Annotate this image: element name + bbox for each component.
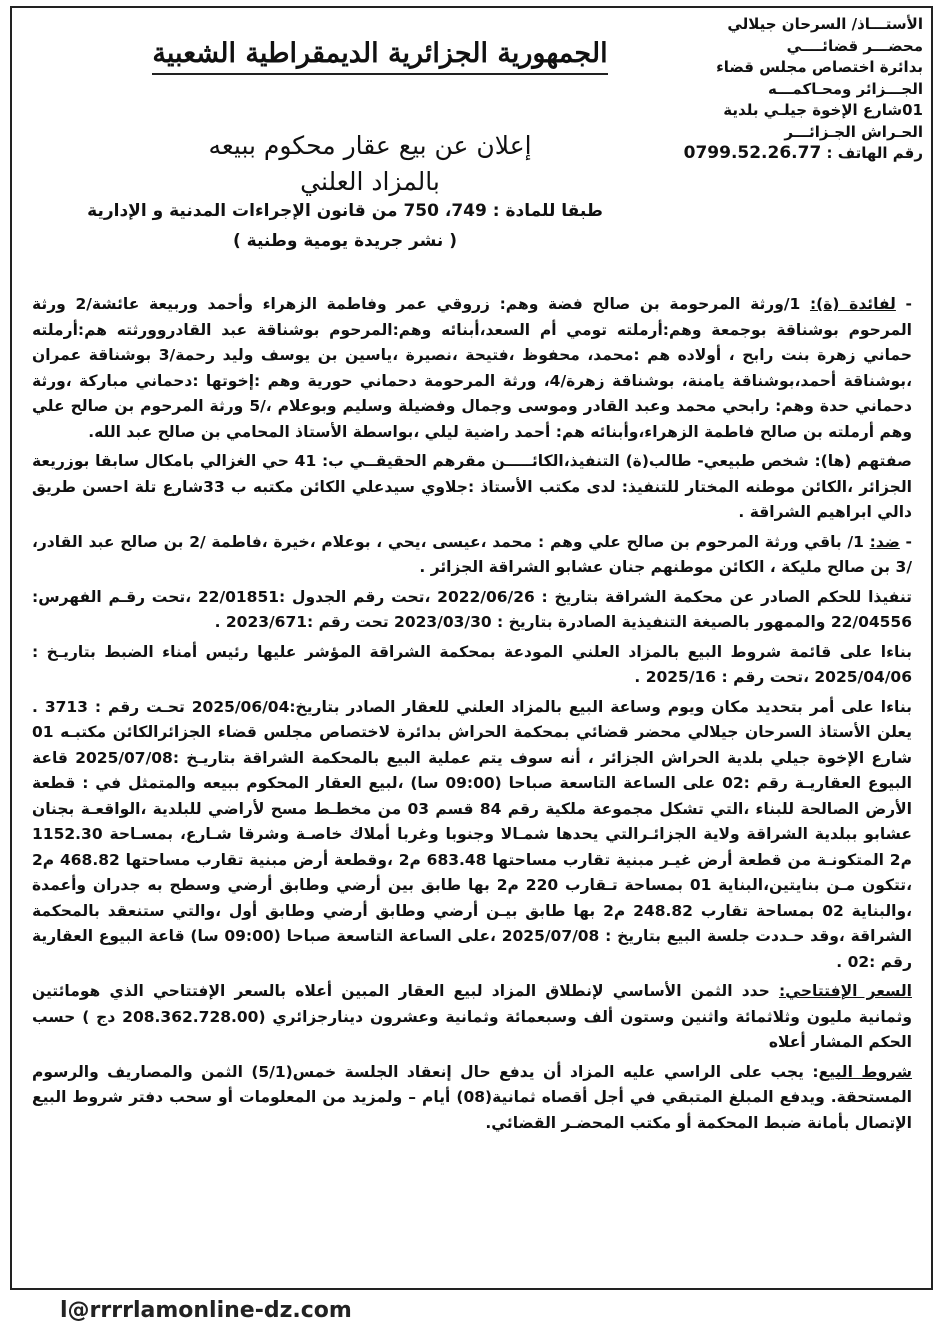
notice-body [32, 292, 912, 1140]
sale-conditions-label: شروط البيع [818, 1062, 913, 1081]
sale-conditions-paragraph [32, 1060, 912, 1137]
beneficiaries-paragraph: - لفائدة (ة): 1/ورثة المرحومة بن صالح فضة وهم: زروقي عمر وفاطمة الزهراء وأحمد وربيعة عائشة/2 ورثة المرحوم بوشناقة بوجمعة وهم:أرملته تومي أم السعد،أبنائه وهم:المرحوم بوشناقة عبد القادروورثته هم:أرملته حماني زهرة بنت رابح ، أولاده هم :محمد، محفوظ ،فتيحة ،نصيرة ،ياسين بن يوسف وليد رحمة/3 بوشناقة عمران ،بوشناقة أحمد،بوشناقة يامنة، بوشناقة زهرة/4، ورثة المرحومة دحماني حورية وهم :إخوتها :دحماني مباركة ،ورثة دحماني حدة وهم: رابحي محمد وعبد القادر وموسى وجمال وفضيلة وسليم وبوعلام ،/5 ورثة المرحوم بن صالح علي وهم أرملته بن صالح فاطمة الزهراء،وأبنائه هم: أحمد راضية ليلي ،بواسطة الأستاذ المحامي بن صالح عبد الله. [32, 295, 912, 441]
sale-conditions-text: : يجب على الراسي عليه المزاد أن يدفع حال إنعقاد الجلسة خمس(5/1) الثمن والمصاريف والرسوم المستحقة. ويدفع المبلغ المتبقي في أجل أقصاه ثمانية(08) أيام – ولمزيد من المعلومات أو سحب دفتر شروط البيع الإتصال بأمانة ضبط المحكمة أو مكتب المحضـر القضائي. [32, 1062, 912, 1132]
capacity-text: شخص طبيعي- طالب(ة) التنفيذ،الكائـــــن مقرهم الحقيقــي ب: 41 حي الغزالي بامكال سابقا بوزريعة الجزائر ،الكائن موطنه المختار للتنفيذ: لدى مكتب الأستاذ :جلاوي سيدعلي الكائن مكتبه ب 33شارع تلة احسن طريق دالي ابراهيم الشراقة . [32, 452, 912, 521]
publication-note: ( نشر جريدة يومية وطنية ) [232, 231, 458, 251]
opening-price-label: السعر الإفتتاحي: [778, 982, 912, 1000]
opening-price-paragraph [32, 979, 912, 1056]
office-line: محضـــر قضائــــي [786, 36, 923, 55]
legal-basis: طبقا للمادة : 749، 750 من قانون الإجراءات المدنية و الإدارية [87, 201, 603, 221]
office-line: 01شارع الإخوة جيلـي بلدية [723, 101, 923, 119]
against-paragraph: - ضد: 1/ باقي ورثة المرحوم بن صالح علي وهم : محمد ،عيسى ،يحي ، بوعلام ،خيرة ،فاطمة /2 بن صالح عبد القادر، /3 بن صالح مليكة ، الكائن موطنهم جنان عشابو الشراقة الجزائر . [32, 532, 912, 576]
notice-title-line1: إعلان عن بيع عقار محكوم ببيعه [208, 131, 532, 160]
against-text: 1/ باقي ورثة المرحوم بن صالح علي وهم : محمد ،عيسى ،يحي ، بوعلام ،خيرة ،فاطمة /2 بن صالح عبد القادر، /3 بن صالح مليكة ، الكائن موطنهم جنان عشابو الشراقة الجزائر . [32, 532, 912, 576]
office-line: الجـــزائر ومحـاكمـــه [767, 79, 923, 98]
beneficiaries-text: 1/ورثة المرحومة بن صالح فضة وهم: زروقي عمر وفاطمة الزهراء وأحمد وربيعة عائشة/2 ورثة المرحوم بوشناقة بوجمعة وهم:أرملته تومي أم السعد،أبنائه وهم:المرحوم بوشناقة عبد القادروورثته هم:أرملته حماني زهرة بنت رابح ، أولاده هم :محمد، محفوظ ،فتيحة ،نصيرة ،ياسين بن يوسف وليد رحمة/3 بوشناقة عمران ،بوشناقة أحمد،بوشناقة يامنة، بوشناقة زهرة/4، ورثة المرحومة دحماني حورية وهم :إخوتها :دحماني مباركة ،ورثة دحماني حدة وهم: رابحي محمد وعبد القادر وموسى وجمال وفضيلة وسليم وبوعلام ،/5 ورثة المرحوم بن صالح علي وهم أرملته بن صالح فاطمة الزهراء،وأبنائه هم: أحمد راضية ليلي ،بواسطة الأستاذ المحامي بن صالح عبد الله. [32, 295, 912, 441]
republic-title: الجمهورية الجزائرية الديمقراطية الشعبية [152, 38, 607, 75]
office-phone [683, 143, 923, 165]
judgment-paragraph: تنفيذا للحكم الصادر عن محكمة الشراقة بتاريخ : 2022/06/26 ،تحت رقم الجدول :22/01851 ،تحت رقـم الفهرس: 22/04556 والممهور بالصيغة التنفيذية الصادرة بتاريخ : 2023/03/30 تحت رقم :2023/671 . [32, 587, 912, 631]
notice-subtitle [80, 196, 610, 256]
header [60, 38, 700, 75]
phone-label: رقم الهاتف : [826, 144, 923, 162]
opening-price-text: حدد الثمن الأساسي لإنطلاق المزاد لبيع العقار المبين أعلاه بالسعر الإفتتاحي الذي هومائتين وثمانية مليون وثلاثمائة واثنين وستون ألف وسبعمائة وثمانية وعشرون دينارجزائري (208.362.728.00 دج ) حسب الحكم المشار أعلاه [32, 982, 912, 1051]
conditions-list-paragraph: بناءا على قائمة شروط البيع بالمزاد العلني المودعة بمحكمة الشراقة المؤشر عليها رئيس أمناء الضبط بتاريـخ : 2025/04/06 ،تحت رقم : 2025/16 . [32, 642, 912, 686]
notice-title-line2: بالمزاد العلني [300, 167, 440, 196]
bailiff-office-block [683, 14, 923, 165]
sale-order-paragraph: بناءا على أمر بتحديد مكان ويوم وساعة البيع بالمزاد العلني للعقار الصادر بتاريخ:2025/06/04 تحـت رقم : 3713 . يعلن الأستاذ السرحان جيلالي محضر قضائي بمحكمة الحراش بدائرة لاختصاص مجلس قضاء الجزائرالكائن مكتبـه 01 شارع الإخوة جيلي بلدية الحراش الجزائر ، أنه سوف يتم عملية البيع بالمحكمة الشراقة بتاريـخ :2025/07/08 قاعة البيوع العقاريـة رقم :02 على الساعة التاسعة صباحا (09:00 سا) ،لبيع العقار المحكوم ببيعه والمتمثل في : قطعة الأرض الصالحة للبناء ،التي تشكل مجموعة ملكية رقم 84 قسم 03 من مخطـط مسح لأراضي للبلدية ،الواقعـة بجنان عشابو ببلدية الشراقة ولاية الجزائـرالتي يحدها شمـالا وجنوبا وغربا أملاك خاصـة وشرقا شـارع، بمسـاحة 1152.30 م2 المتكونـة من قطعة أرض غيـر مبنية تقارب مساحتها 683.48 م2 ،وقطعة أرض مبنية تقارب مساحتها 468.82 م2 ،تتكون مـن بنايتين،البناية 01 بمساحة تـقارب 220 م2 بها طابق بين أرضي وطابق أرضي وسطح به جدران وأعمدة ،والبناية 02 بمساحة تقارب 248.82 م2 بها طابق بيـن أرضي وطابق أرضي وطابق أول ،والتي ستنعقد بالمحكمة الشراقة ،وقد حـددت جلسة البيع بتاريخ : 2025/07/08 ،على الساعة التاسعة صباحا (09:00 سا) قاعة البيوع العقارية رقم :02 . [32, 697, 913, 971]
capacity-paragraph [32, 449, 912, 526]
office-line: الحـراش الجـزائـــر [784, 122, 923, 141]
phone-number: 0799.52.26.77 [683, 143, 822, 163]
beneficiaries-label: لفائدة (ة): [809, 295, 896, 313]
footer-email: l@rrrrlamonline-dz.com [60, 1298, 352, 1322]
notice-title [170, 128, 570, 200]
office-line: الأستـــاذ/ السرحان جيلالي [727, 15, 923, 33]
capacity-label: صفتهم (ها): [814, 452, 912, 470]
against-label: ضد: [869, 532, 900, 551]
office-line: بدائرة اختصاص مجلس قضاء [716, 58, 923, 76]
